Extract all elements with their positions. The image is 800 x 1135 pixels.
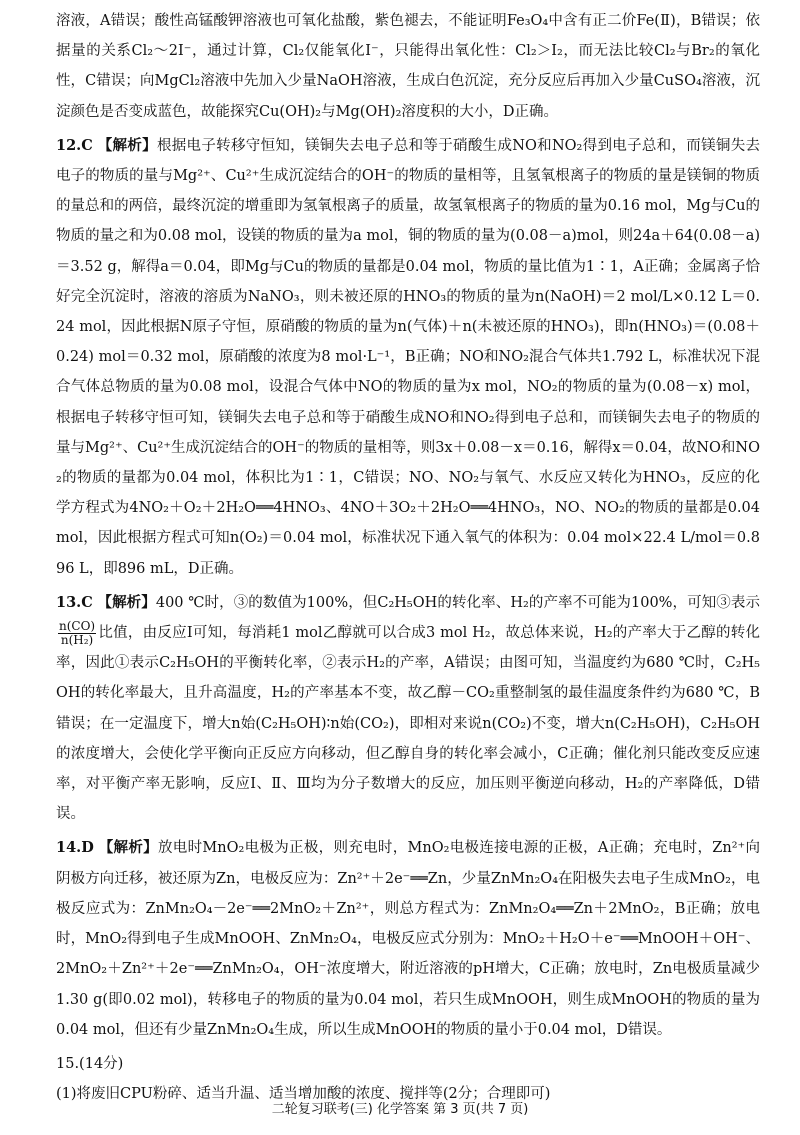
question-13-text-a: 400 ℃时，③的数值为100%，但C₂H₅OH的转化率、H₂的产率不可能为100%，可知③表示 [155, 594, 760, 611]
question-15-heading: 15.(14分) [56, 1055, 124, 1072]
question-13-text-b: 比值，由反应Ⅰ可知，每消耗1 mol乙醇就可以合成3 mol H₂，故总体来说，H₂的产率大于乙醇的转化率，因此①表示C₂H₅OH的平衡转化率，②表示H₂的产率，A错误；由图可知，当温度约为680 ℃时，C₂H₅OH的转化率最大，且升高温度，H₂的产率基本不变，故乙醇－CO₂重整制氢的最佳温度条件约为680 ℃，B错误；在一定温度下，增大n始(C₂H₅OH)∶n始(CO₂)，即相对来说n(CO₂)不变，增大n(C₂H₅OH)，C₂H₅OH的浓度增大，会使化学平衡向正反应方向移动，但乙醇自身的转化率会减小，C正确；催化剂只能改变反应速率，对平衡产率无影响，反应Ⅰ、Ⅱ、Ⅲ均为分子数增大的反应，加压则平衡逆向移动，H₂的产率降低，D错误。 [56, 625, 760, 823]
question-14-explanation [56, 833, 760, 1044]
question-13-number: 13.C [56, 593, 93, 611]
question-14-number: 14.D [56, 839, 94, 857]
co-h2-fraction [58, 620, 96, 647]
answer-content [56, 6, 760, 1109]
question-12-explanation [56, 131, 760, 584]
question-14-text: 放电时MnO₂电极为正极，则充电时，MnO₂电极连接电源的正极，A正确；充电时，Zn²⁺向阴极方向迁移，被还原为Zn，电极反应为：Zn²⁺＋2e⁻══Zn，少量ZnMn₂O₄在阳极失去电子生成MnO₂，电极反应式为：ZnMn₂O₄－2e⁻══2MnO₂＋Zn²⁺，则总方程式为：ZnMn₂O₄══Zn＋2MnO₂，B正确；放电时，MnO₂得到电子生成MnOOH、ZnMn₂O₄，电极反应式分别为：MnO₂＋H₂O＋e⁻══MnOOH＋OH⁻、2MnO₂＋Zn²⁺＋2e⁻══ZnMn₂O₄，OH⁻浓度增大，附近溶液的pH增大，C正确；放电时，Zn电极质量减少1.30 g(即0.02 mol)，转移电子的物质的量为0.04 mol，若只生成MnOOH，则生成MnOOH的物质的量为0.04 mol，但还有少量ZnMn₂O₄生成，所以生成MnOOH的物质的量小于0.04 mol，D错误。 [56, 840, 761, 1038]
question-13-tag: 【解析】 [97, 593, 156, 611]
page-footer: 二轮复习联考(三) 化学答案 第 3 页(共 7 页) [271, 1102, 529, 1117]
intro-paragraph: 溶液，A错误；酸性高锰酸钾溶液也可氧化盐酸，紫色褪去，不能证明Fe₃O₄中含有正二价Fe(Ⅱ)，B错误；依据量的关系Cl₂～2I⁻，通过计算，Cl₂仅能氧化I⁻，只能得出氧化性：Cl₂＞I₂，而无法比较Cl₂与Br₂的氧化性，C错误；向MgCl₂溶液中先加入少量NaOH溶液，生成白色沉淀，充分反应后再加入少量CuSO₄溶液，沉淀颜色是否变成蓝色，故能探究Cu(OH)₂与Mg(OH)₂溶度积的大小，D正确。 [56, 13, 760, 120]
fraction-numerator: n(CO) [59, 618, 96, 633]
question-13-explanation [56, 588, 760, 830]
question-14-tag: 【解析】 [98, 839, 158, 857]
question-12-number: 12.C [56, 136, 93, 154]
question-12-tag: 【解析】 [97, 136, 157, 154]
fraction-denominator: n(H₂) [60, 632, 94, 647]
question-12-text: 根据电子转移守恒知，镁铜失去电子总和等于硝酸生成NO和NO₂得到电子总和，而镁铜失去电子的物质的量与Mg²⁺、Cu²⁺生成沉淀结合的OH⁻的物质的量相等，且氢氧根离子的物质的量是镁铜的物质的量总和的两倍，最终沉淀的增重即为氢氧根离子的质量，故氢氧根离子的物质的量为0.16 mol，Mg与Cu的物质的量之和为0.08 mol，设镁的物质的量为a mol，铜的物质的量为(0.08－a)mol，则24a＋64(0.08－a)＝3.52 g，解得a＝0.04，即Mg与Cu的物质的量都是0.04 mol，物质的量比值为1∶1，A正确；金属离子恰好完全沉淀时，溶液的溶质为NaNO₃，则未被还原的HNO₃的物质的量为n(NaOH)＝2 mol/L×0.12 L＝0.24 mol，因此根据N原子守恒，原硝酸的物质的量为n(气体)＋n(未被还原的HNO₃)，即n(HNO₃)＝(0.08＋0.24) mol＝0.32 mol，原硝酸的浓度为8 mol·L⁻¹，B正确；NO和NO₂混合气体共1.792 L，标准状况下混合气体总物质的量为0.08 mol，设混合气体中NO的物质的量为x mol，NO₂的物质的量为(0.08－x) mol，根据电子转移守恒可知，镁铜失去电子总和等于硝酸生成NO和NO₂得到电子总和，而镁铜失去电子的物质的量与Mg²⁺、Cu²⁺生成沉淀结合的OH⁻的物质的量相等，则3x＋0.08－x＝0.16，解得x＝0.04，故NO和NO₂的物质的量都为0.04 mol，体积比为1∶1，C错误；NO、NO₂与氧气、水反应又转化为HNO₃，反应的化学方程式为4NO₂＋O₂＋2H₂O══4HNO₃、4NO＋3O₂＋2H₂O══4HNO₃，NO、NO₂的物质的量都是0.04 mol，因此根据方程式可知n(O₂)＝0.04 mol，标准状况下通入氧气的体积为：0.04 mol×22.4 L/mol＝0.896 L，即896 mL，D正确。 [56, 137, 761, 577]
question-15-item-1: (1)将废旧CPU粉碎、适当升温、适当增加酸的浓度、搅拌等(2分；合理即可) [56, 1086, 551, 1103]
